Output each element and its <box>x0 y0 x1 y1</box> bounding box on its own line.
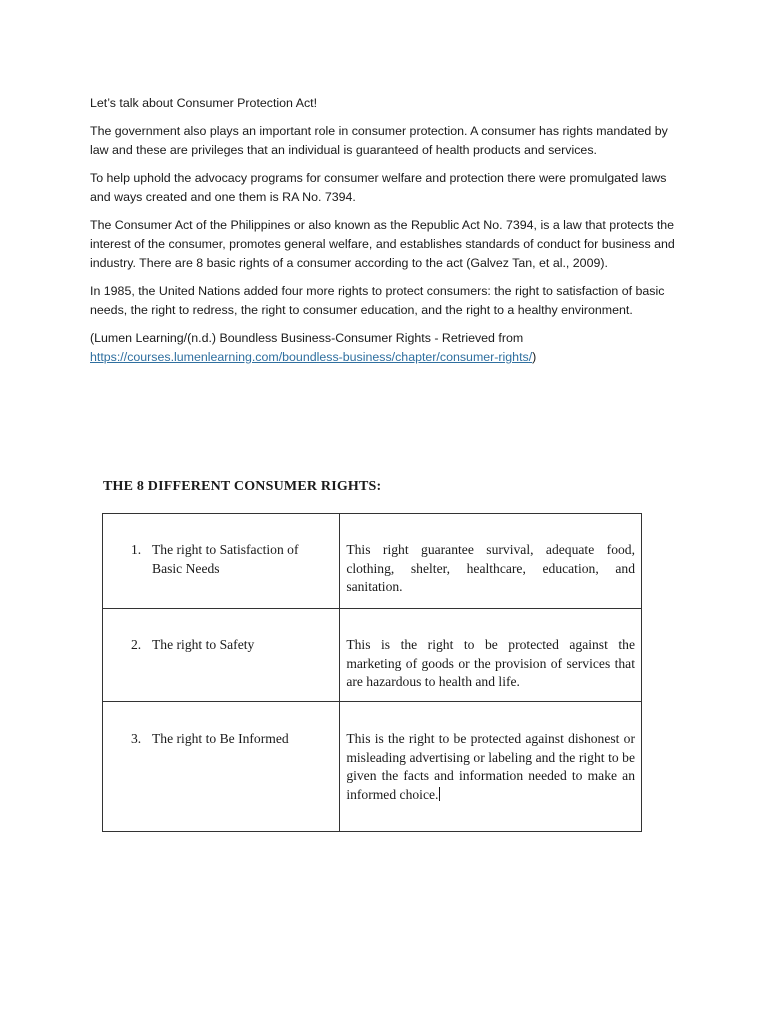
right-name: The right to Satisfaction of Basic Needs <box>152 542 299 576</box>
right-description-cell[interactable] <box>340 702 642 832</box>
citation <box>90 329 685 367</box>
right-description-cell <box>340 609 642 702</box>
right-description: This right guarantee survival, adequate food, clothing, shelter, healthcare, education, and sanitation. <box>346 542 635 594</box>
citation-link[interactable]: https://courses.lumenlearning.com/boundless-business/chapter/consumer-rights/ <box>90 350 533 364</box>
table-row <box>103 702 642 832</box>
right-name: The right to Safety <box>152 637 255 652</box>
right-name-cell <box>103 702 340 832</box>
text-cursor <box>439 787 440 801</box>
intro-heading: Let’s talk about Consumer Protection Act! <box>90 96 318 110</box>
right-description-cell <box>340 514 642 609</box>
intro-paragraph-3: The Consumer Act of the Philippines or also known as the Republic Act No. 7394, is a law that protects the interest of the consumer, promotes general welfare, and establishes standards of conduct for business and industry. There are 8 basic rights of a consumer according to the act (Galvez Tan, et al., 2009). <box>90 218 675 270</box>
rights-table-heading: THE 8 DIFFERENT CONSUMER RIGHTS: <box>103 479 382 494</box>
citation-prefix: (Lumen Learning/(n.d.) Boundless Business-Consumer Rights - Retrieved from <box>90 331 524 345</box>
table-row <box>103 514 642 609</box>
intro-paragraph-2: To help uphold the advocacy programs for consumer welfare and protection there were promulgated laws and ways created and one them is RA No. 7394. <box>90 171 667 204</box>
intro-paragraph-1: The government also plays an important role in consumer protection. A consumer has rights mandated by law and these are privileges that an individual is guaranteed of health products and services. <box>90 124 668 157</box>
right-name-cell <box>103 609 340 702</box>
right-name-cell <box>103 514 340 609</box>
citation-suffix: ) <box>532 350 537 364</box>
right-number: 3. <box>131 731 142 746</box>
consumer-rights-table <box>102 513 642 832</box>
right-description: This is the right to be protected against dishonest or misleading advertising or labeling and the right to be given the facts and information needed to make an informed choice. <box>346 731 635 802</box>
right-description: This is the right to be protected against the marketing of goods or the provision of services that are hazardous to health and life. <box>346 637 635 689</box>
intro-section <box>90 94 685 376</box>
table-row <box>103 609 642 702</box>
right-name: The right to Be Informed <box>152 731 289 746</box>
right-number: 2. <box>131 637 142 652</box>
right-number: 1. <box>131 542 142 557</box>
intro-paragraph-4: In 1985, the United Nations added four more rights to protect consumers: the right to satisfaction of basic needs, the right to redress, the right to consumer education, and the right to a healthy environment. <box>90 284 665 317</box>
